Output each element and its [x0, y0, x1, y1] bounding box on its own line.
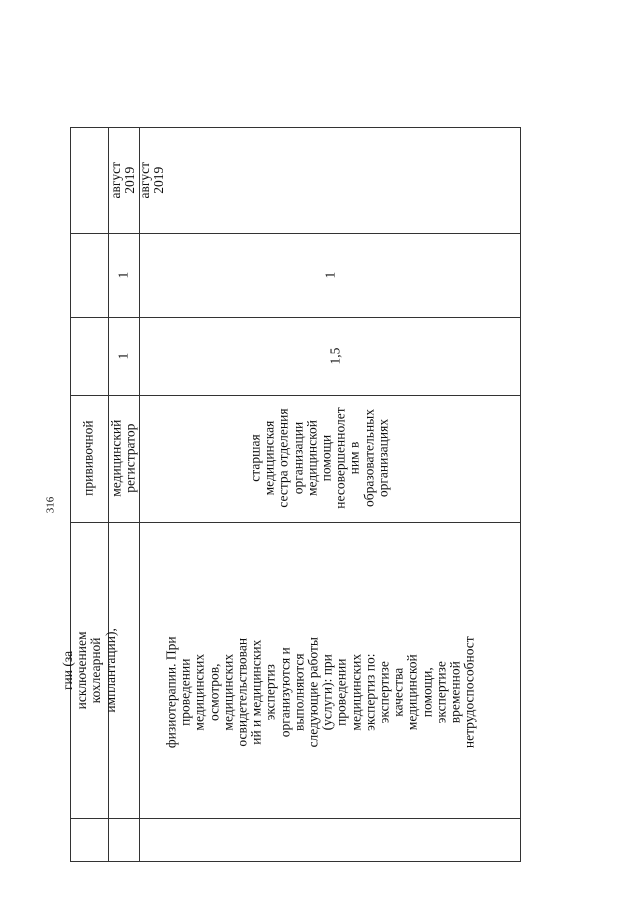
date-text: август 2019 — [136, 161, 167, 199]
value-cell — [108, 233, 139, 317]
date-cell — [108, 127, 139, 233]
value-1: 1,5 — [326, 347, 342, 365]
date-text: август 2019 — [108, 161, 138, 199]
position-cell-continued — [70, 395, 108, 522]
page-number: 316 — [44, 496, 56, 514]
procedure-cell — [108, 522, 478, 862]
value-2: 1 — [321, 271, 337, 279]
row-divider — [139, 127, 140, 862]
value-2: 1 — [115, 271, 131, 279]
value-cell — [108, 317, 139, 395]
value-cell — [310, 233, 350, 317]
position-text: медицинский регистратор — [108, 419, 138, 498]
procedure-cell-continued — [59, 522, 118, 818]
position-cell — [108, 395, 139, 522]
date-cell — [136, 127, 167, 233]
value-cell — [315, 317, 355, 395]
procedure-text: физиотерапии. При проведении медицинских осмотров, медицинских освидетельствован ий и медицинских экспертиз организуются и выполняются следующие работы (услуги): при проведении медицинских экспертиз по: экспертизе качества медицинской помощи, экспертизе временной нетрудоспособност — [163, 636, 478, 748]
position-text: старшая медицинская сестра отделения организации медицинской помощи несовершеннолет ним в образовательных организациях — [247, 407, 391, 510]
position-text: прививочной — [80, 420, 96, 497]
position-cell — [230, 395, 410, 522]
procedure-text: гии (за исключением кохлеарной имплантации), — [59, 627, 118, 713]
value-1: 1 — [115, 352, 131, 360]
